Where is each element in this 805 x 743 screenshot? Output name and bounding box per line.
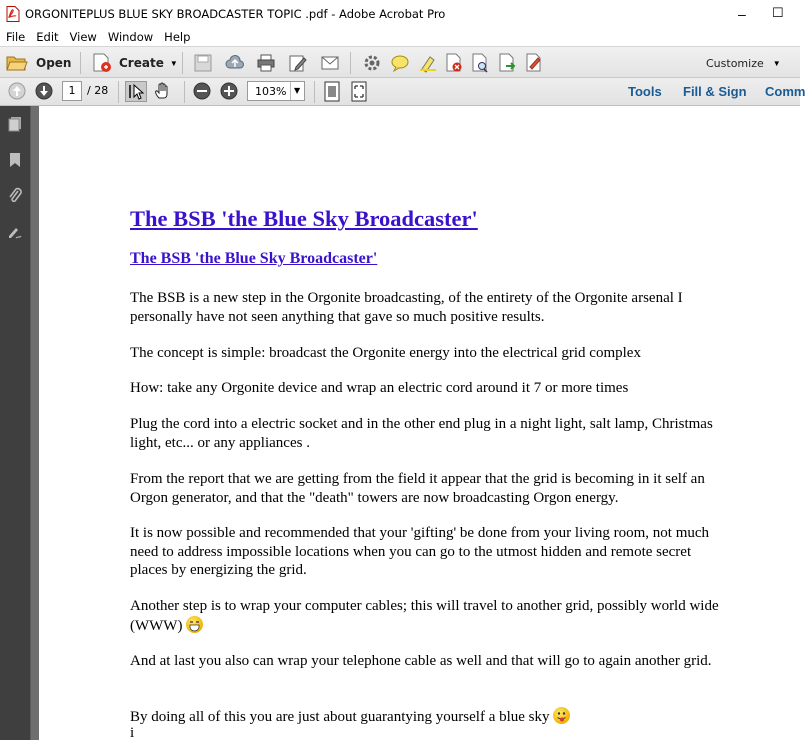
menu-help[interactable]: Help [164,30,191,44]
create-button[interactable]: Create ▼ [92,49,178,77]
navigation-toolbar [0,78,805,106]
title-bar [0,0,800,28]
customize-button[interactable]: Customize ▼ [706,56,781,70]
export-icon[interactable] [497,53,517,73]
create-pdf-icon [92,53,112,73]
paragraph: The BSB is a new step in the Orgonite broadcasting, of the entirety of the Orgonite arsenal I personally have not seen anything that gave so much positive results. [130,290,683,325]
document-view [39,106,800,740]
next-page-icon[interactable] [35,82,53,100]
window-title: ORGONITEPLUS BLUE SKY BROADCASTER TOPIC .pdf - Adobe Acrobat Pro [25,7,446,21]
toolbar-separator [184,81,185,103]
navigation-pane [0,106,30,740]
smiley-emoticon-icon [186,616,203,633]
attachments-icon[interactable] [7,188,23,204]
menu-bar [0,28,800,46]
paragraph: How: take any Orgonite device and wrap an electric cord around it 7 or more times [130,380,629,396]
paragraph: Plug the cord into a electric socket and in the other end plug in a night light, salt lamp, Christmas light, etc... or any appliances . [130,416,713,451]
page-thumbnails-icon[interactable] [7,116,23,132]
document-heading-2[interactable]: The BSB 'the Blue Sky Broadcaster' [130,250,378,267]
edit-icon[interactable] [288,53,308,73]
cloud-upload-icon[interactable] [225,53,245,73]
create-dropdown-icon: ▼ [169,58,178,68]
highlight-icon[interactable] [418,53,438,73]
paragraph: It is now possible and recommended that your 'gifting' be done from your living room, not much need to address impossible locations when you can go to the utmost hidden and remote secret places by energizing the grid. [130,525,710,578]
zoom-in-icon[interactable] [220,82,238,100]
paragraph: By doing all of this you are just about guarantying yourself a blue sky [130,707,730,727]
page-number-input[interactable]: 1 [62,81,82,101]
select-tool-button[interactable] [125,81,147,102]
maximize-button[interactable]: ☐ [772,5,784,20]
cursor-arrow-icon [126,82,146,101]
bookmarks-icon[interactable] [7,152,23,168]
page-total: / 28 [87,84,109,97]
previous-page-icon[interactable] [8,82,26,100]
menu-edit[interactable]: Edit [36,30,59,44]
tab-fill-sign[interactable]: Fill & Sign [683,84,747,99]
toolbar-separator [80,52,81,74]
fit-page-icon[interactable] [322,81,342,102]
menu-window[interactable]: Window [107,30,154,44]
zoom-dropdown-icon: ▼ [290,82,304,100]
full-screen-icon[interactable] [349,81,369,102]
pdf-file-icon [6,6,20,22]
main-toolbar [0,46,800,78]
email-icon[interactable] [320,53,340,73]
comment-icon[interactable] [390,53,410,73]
customize-dropdown-icon: ▼ [772,58,781,68]
tab-comment[interactable]: Comm [765,84,805,99]
toolbar-separator [314,81,315,103]
tab-tools[interactable]: Tools [628,84,662,99]
paragraph: Another step is to wrap your computer cables; this will travel to another grid, possibly world wide (WWW) [130,598,719,634]
menu-view[interactable]: View [69,30,97,44]
signatures-icon[interactable] [7,224,23,240]
pane-divider[interactable] [30,106,39,740]
toolbar-separator [182,52,183,74]
search-document-icon[interactable] [470,53,490,73]
gear-icon[interactable] [362,53,382,73]
document-heading-1[interactable]: The BSB 'the Blue Sky Broadcaster' [130,206,478,231]
hand-tool-icon[interactable] [153,81,173,101]
minimize-button[interactable]: – [738,6,746,22]
toolbar-separator [350,52,351,74]
paragraph: i [130,725,135,741]
paragraph: The concept is simple: broadcast the Orgonite energy into the electrical grid complex [130,345,641,361]
paragraph: And at last you also can wrap your telephone cable as well and that will go to again another grid. [130,653,712,669]
protect-icon[interactable] [444,53,464,73]
print-icon[interactable] [256,53,276,73]
zoom-out-icon[interactable] [193,82,211,100]
save-icon[interactable] [193,53,213,73]
menu-file[interactable]: File [6,30,26,44]
tongue-emoticon-icon [553,707,570,724]
folder-icon [6,54,28,72]
toolbar-separator [118,81,119,103]
paragraph: From the report that we are getting from the field it appear that the grid is becoming in it self an Orgon generator, and that the "death" towers are now broadcasting Orgon energy. [130,471,705,506]
open-button[interactable]: Open [6,49,71,77]
zoom-level-select[interactable]: 103% ▼ [247,81,305,101]
sign-icon[interactable] [524,53,544,73]
